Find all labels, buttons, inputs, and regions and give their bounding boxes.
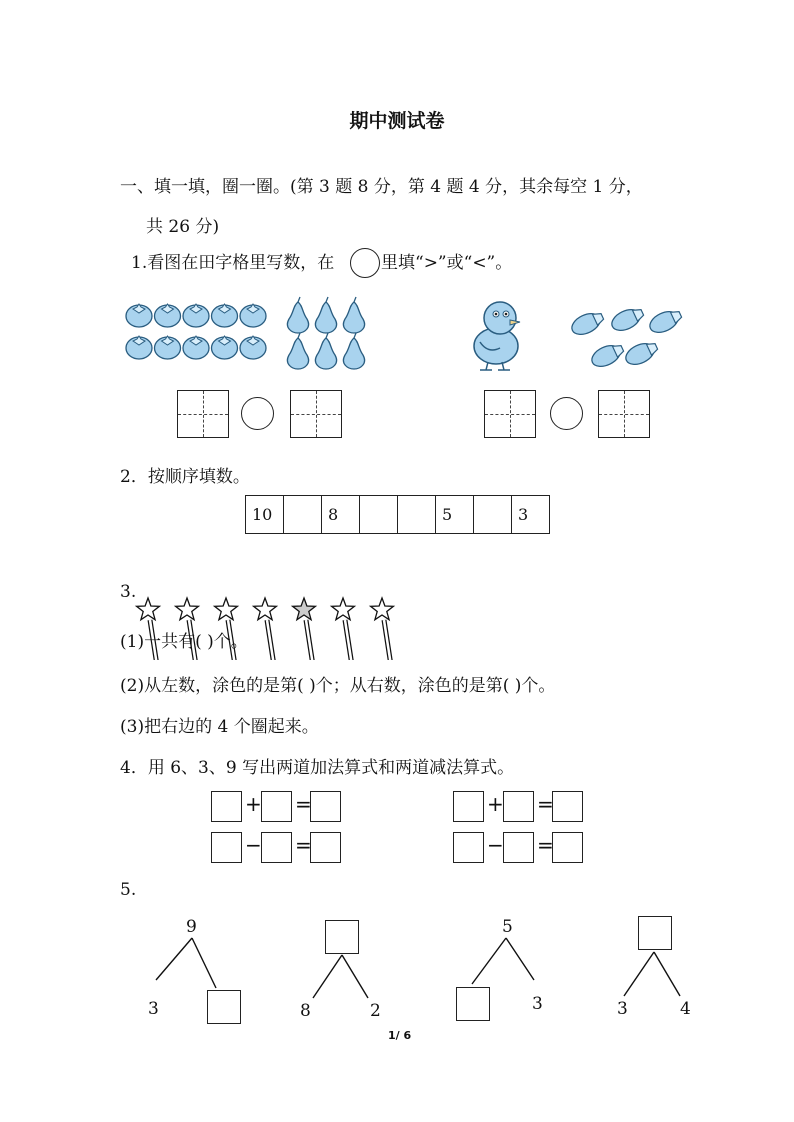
- pear-icon: [287, 333, 308, 369]
- eggplant-group: [568, 302, 688, 376]
- bond-answer-box[interactable]: [207, 990, 241, 1024]
- bond-top-number: 5: [502, 917, 513, 937]
- bond-answer-box[interactable]: [456, 987, 490, 1021]
- eggplant-icon: [609, 304, 647, 334]
- number-grid-box[interactable]: [484, 390, 536, 438]
- number-grid-box[interactable]: [290, 390, 342, 438]
- eggplant-icon: [589, 340, 627, 370]
- sequence-cell[interactable]: [360, 496, 398, 534]
- equation-box[interactable]: [503, 791, 534, 822]
- comparison-circle-icon: [350, 248, 380, 278]
- q3-part2: (2)从左数，涂色的是第( )个；从右数，涂色的是第( )个。: [120, 676, 556, 696]
- bond-left-number: 3: [148, 999, 159, 1019]
- equation-box[interactable]: [211, 832, 242, 863]
- compare-circle[interactable]: [550, 397, 583, 430]
- pear-icon: [315, 297, 336, 333]
- tomato-icon: [240, 336, 266, 359]
- tomato-icon: [212, 336, 238, 359]
- q1-prompt: 1.看图在田字格里写数，在: [131, 253, 335, 273]
- equals-sign: =: [537, 792, 554, 816]
- section-heading: 一、填一填，圈一圈。(第 3 题 8 分，第 4 题 4 分，其余每空 1 分，: [120, 177, 643, 197]
- tomato-icon: [126, 336, 152, 359]
- equals-sign: =: [295, 833, 312, 857]
- equation-box[interactable]: [211, 791, 242, 822]
- equation-box[interactable]: [453, 832, 484, 863]
- q4-prompt: 4．用 6、3、9 写出两道加法算式和两道减法算式。: [120, 758, 515, 778]
- bond-left-number: 8: [300, 1001, 311, 1021]
- chick-icon: [466, 296, 526, 372]
- minus-sign: −: [487, 833, 504, 857]
- equation-box[interactable]: [261, 791, 292, 822]
- pear-group: [284, 294, 370, 370]
- tomato-icon: [126, 304, 152, 327]
- pear-icon: [315, 333, 336, 369]
- eggplant-icon: [647, 306, 685, 336]
- star-wand-icon: [332, 598, 355, 660]
- pear-icon: [343, 297, 364, 333]
- section-heading-cont: 共 26 分): [146, 217, 220, 237]
- star-wand-icon: [371, 598, 394, 660]
- sequence-cell[interactable]: 5: [436, 496, 474, 534]
- eggplant-icon: [623, 338, 661, 368]
- bond-top-number: 9: [186, 917, 197, 937]
- sequence-cell[interactable]: 3: [512, 496, 550, 534]
- number-grid-box[interactable]: [177, 390, 229, 438]
- sequence-cell[interactable]: 8: [322, 496, 360, 534]
- sequence-cell[interactable]: [284, 496, 322, 534]
- bond-right-number: 4: [680, 999, 691, 1019]
- bond-left-number: 3: [617, 999, 628, 1019]
- equation-box[interactable]: [261, 832, 292, 863]
- page-number: 1/ 6: [388, 1029, 412, 1042]
- sequence-cell[interactable]: 10: [246, 496, 284, 534]
- equation-box[interactable]: [552, 832, 583, 863]
- plus-sign: +: [245, 792, 262, 816]
- q5-label: 5.: [120, 880, 137, 900]
- bond-answer-box[interactable]: [325, 920, 359, 954]
- bond-right-number: 3: [532, 994, 543, 1014]
- eggplant-icon: [569, 308, 607, 338]
- q3-label: 3.: [120, 582, 137, 602]
- sequence-cell[interactable]: [474, 496, 512, 534]
- pear-icon: [343, 333, 364, 369]
- equation-box[interactable]: [453, 791, 484, 822]
- equals-sign: =: [295, 792, 312, 816]
- number-grid-box[interactable]: [598, 390, 650, 438]
- bond-answer-box[interactable]: [638, 916, 672, 950]
- tomato-icon: [155, 304, 181, 327]
- sequence-cell[interactable]: [398, 496, 436, 534]
- star-wand-icon: [293, 598, 316, 660]
- page-title: 期中测试卷: [349, 110, 445, 132]
- q1-prompt-tail: 里填“>”或“<”。: [381, 253, 513, 273]
- tomato-icon: [183, 304, 209, 327]
- sequence-table: [245, 495, 550, 534]
- compare-circle[interactable]: [241, 397, 274, 430]
- tomato-icon: [155, 336, 181, 359]
- equation-box[interactable]: [310, 791, 341, 822]
- equation-box[interactable]: [503, 832, 534, 863]
- pear-icon: [287, 297, 308, 333]
- minus-sign: −: [245, 833, 262, 857]
- plus-sign: +: [487, 792, 504, 816]
- tomato-icon: [212, 304, 238, 327]
- tomato-icon: [183, 336, 209, 359]
- bond-right-number: 2: [370, 1001, 381, 1021]
- tomato-group: [124, 300, 270, 366]
- number-bond-trees: [0, 900, 794, 1040]
- tomato-icon: [240, 304, 266, 327]
- equation-box[interactable]: [552, 791, 583, 822]
- star-wand-icon: [254, 598, 277, 660]
- q3-part3: (3)把右边的 4 个圈起来。: [120, 717, 319, 737]
- equation-box[interactable]: [310, 832, 341, 863]
- q3-part1: (1)一共有( )个。: [120, 632, 248, 652]
- equals-sign: =: [537, 833, 554, 857]
- q2-prompt: 2．按顺序填数。: [120, 467, 250, 487]
